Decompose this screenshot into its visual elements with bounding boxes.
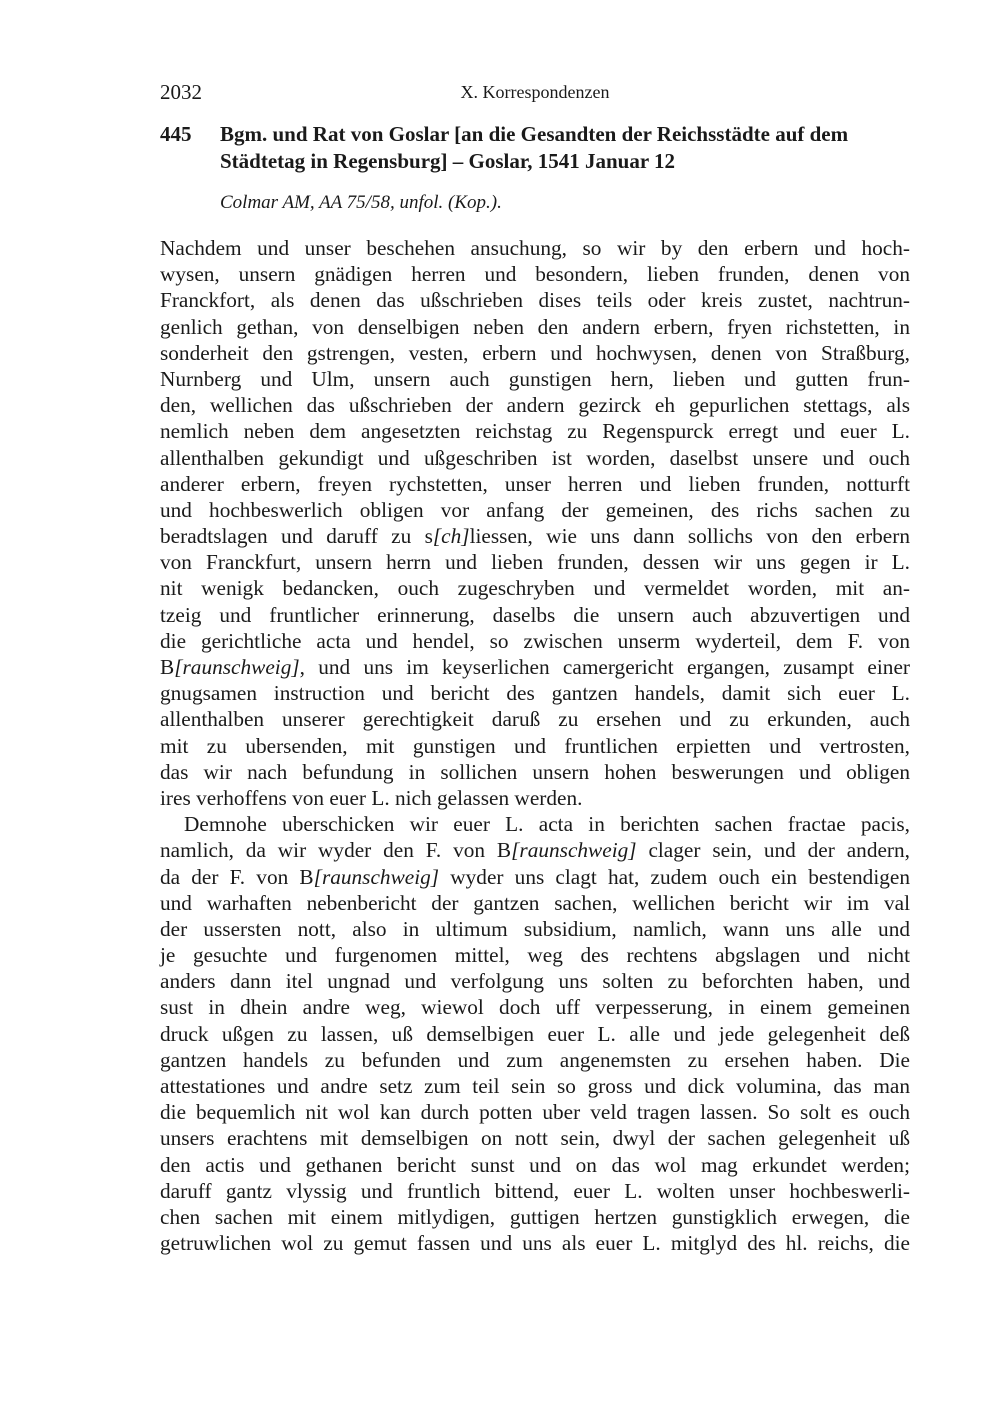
text-line: Demnohe uberschicken wir euer L. acta in berichten sachen fractae pacis,	[184, 812, 910, 837]
text-line: der ussersten nott, also in ultimum subsidium, namlich, wann uns alle und	[160, 916, 910, 941]
page-number: 2032	[160, 80, 202, 104]
text-line: die bequemlich nit wol kan durch potten uber veld tragen lassen. So solt es ouch	[160, 1100, 910, 1125]
text-line: nit wenigk bedancken, ouch zugeschryben und vermeldet worden, mit an-	[160, 576, 910, 601]
text-line: B[raunschweig], und uns im keyserlichen camergericht ergangen, zusampt einer	[160, 655, 910, 679]
text-line: druck ußgen zu lassen, uß demselbigen euer L. alle und jede gelegenheit deß	[160, 1021, 910, 1046]
text-line: anderer erbern, freyen rychstetten, unser herren und lieben frunden, notturft	[160, 471, 910, 496]
text-line: chen sachen mit einem mitlydigen, guttigen hertzen gunstigklich erwegen, die	[160, 1204, 910, 1229]
text-line: den actis und gethanen bericht sunst und on das wol mag erkundet werden;	[160, 1152, 910, 1177]
editorial-insertion: [raunschweig]	[174, 655, 300, 679]
text-line: gantzen handels zu befunden und zum angenemsten zu ersehen haben. Die	[160, 1047, 910, 1072]
text-line: Franckfort, als denen das ußschrieben dises teils oder kreis zustet, nachtrun-	[160, 288, 910, 313]
document-title	[220, 121, 912, 175]
text-line: je gesuchte und furgenomen mittel, weg des rechtens abgslagen und nicht	[160, 943, 910, 968]
text-line: anders dann itel ungnad und verfolgung uns solten zu beforchten haben, und	[160, 969, 910, 994]
text-line: sonderheit den gstrengen, vesten, erbern und hochwysen, denen von Straßburg,	[160, 340, 910, 365]
text-line: von Franckfurt, unsern herrn und lieben frunden, dessen wir uns gegen ir L.	[160, 550, 910, 575]
text-line: den, wellichen das ußschrieben der andern gezirck eh gepurlichen stettags, als	[160, 393, 910, 418]
editorial-insertion: [raunschweig]	[313, 864, 440, 889]
paragraph-1	[160, 235, 910, 811]
body-text	[160, 235, 910, 1256]
paragraph-2	[160, 811, 910, 1256]
document-title-line: Bgm. und Rat von Goslar [an die Gesandten der Reichsstädte auf dem	[220, 122, 849, 146]
text-line: das wir nach befundung in sollichen unsern hohen beswerungen und obligen	[160, 759, 910, 784]
document-title-line: Städtetag in Regensburg] – Goslar, 1541 Januar 12	[220, 149, 676, 173]
text-line: sust in dhein andre weg, wiewol doch uff verpesserung, in einem gemeinen	[160, 995, 910, 1020]
document-number: 445	[160, 122, 192, 146]
text-line: beradtslagen und daruff zu s[ch]liessen, wie uns dann sollichs von den erbern	[160, 524, 911, 549]
source-citation: Colmar AM, AA 75/58, unfol. (Kop.).	[220, 192, 502, 213]
text-line: genlich gethan, von denselbigen neben den andern erbern, fryen richstetten, in	[160, 314, 910, 339]
text-line: attestationes und andre setz zum teil sein so gross und dick volumina, das man	[160, 1074, 910, 1098]
text-line: Nachdem und unser beschehen ansuchung, so wir by den erbern und hoch-	[160, 236, 910, 260]
text-line: nemlich neben dem angesetzten reichstag zu Regenspurck erregt und euer L.	[160, 419, 910, 444]
text-line: tzeig und fruntlicher erinnerung, daselbs die unsern auch abzuvertigen und	[160, 602, 910, 627]
text-line: allenthalben unserer gerechtigkeit daruß zu ersehen und zu erkunden, auch	[160, 707, 910, 732]
text-line: die gerichtliche acta und hendel, so zwischen unserm wyderteil, dem F. von	[160, 628, 910, 653]
text-line: wysen, unsern gnädigen herren und besondern, lieben frunden, denen von	[160, 262, 910, 287]
text-line: namlich, da wir wyder den F. von B[raunschweig] clager sein, und der andern,	[160, 838, 910, 863]
text-line: unsers erachtens mit demselbigen on nott sein, dwyl der sachen gelegenheit uß	[160, 1126, 910, 1151]
text-line: da der F. von B[raunschweig] wyder uns clagt hat, zudem ouch ein bestendigen	[160, 864, 910, 889]
text-line: mit zu ubersenden, mit gunstigen und fruntlichen erpietten und vertrosten,	[160, 733, 910, 758]
running-head	[160, 80, 910, 106]
text-line: ires verhoffens von euer L. nich gelassen werden.	[160, 785, 583, 810]
editorial-insertion: [raunschweig]	[511, 838, 637, 863]
text-line: allenthalben gekundigt und ußgeschriben ist worden, daselbst unsere und ouch	[160, 445, 910, 470]
text-line: und warhaften nebenbericht der gantzen sachen, wellichen bericht wir im val	[160, 890, 910, 915]
text-line: und hochbeswerlich obligen vor anfang der gemeinen, des richs sachen zu	[160, 497, 910, 522]
section-title: X. Korrespondenzen	[460, 82, 610, 102]
editorial-insertion: [ch]	[432, 524, 470, 549]
text-line: getruwlichen wol zu gemut fassen und uns als euer L. mitglyd des hl. reichs, die	[160, 1231, 910, 1256]
text-line: daruff gantz vlyssig und fruntlich bittend, euer L. wolten unser hochbeswerli-	[160, 1178, 910, 1203]
text-line: Nurnberg und Ulm, unsern auch gunstigen hern, lieben und gutten frun-	[160, 366, 910, 391]
text-line: gnugsamen instruction und bericht des gantzen handels, damit sich euer L.	[160, 681, 910, 706]
